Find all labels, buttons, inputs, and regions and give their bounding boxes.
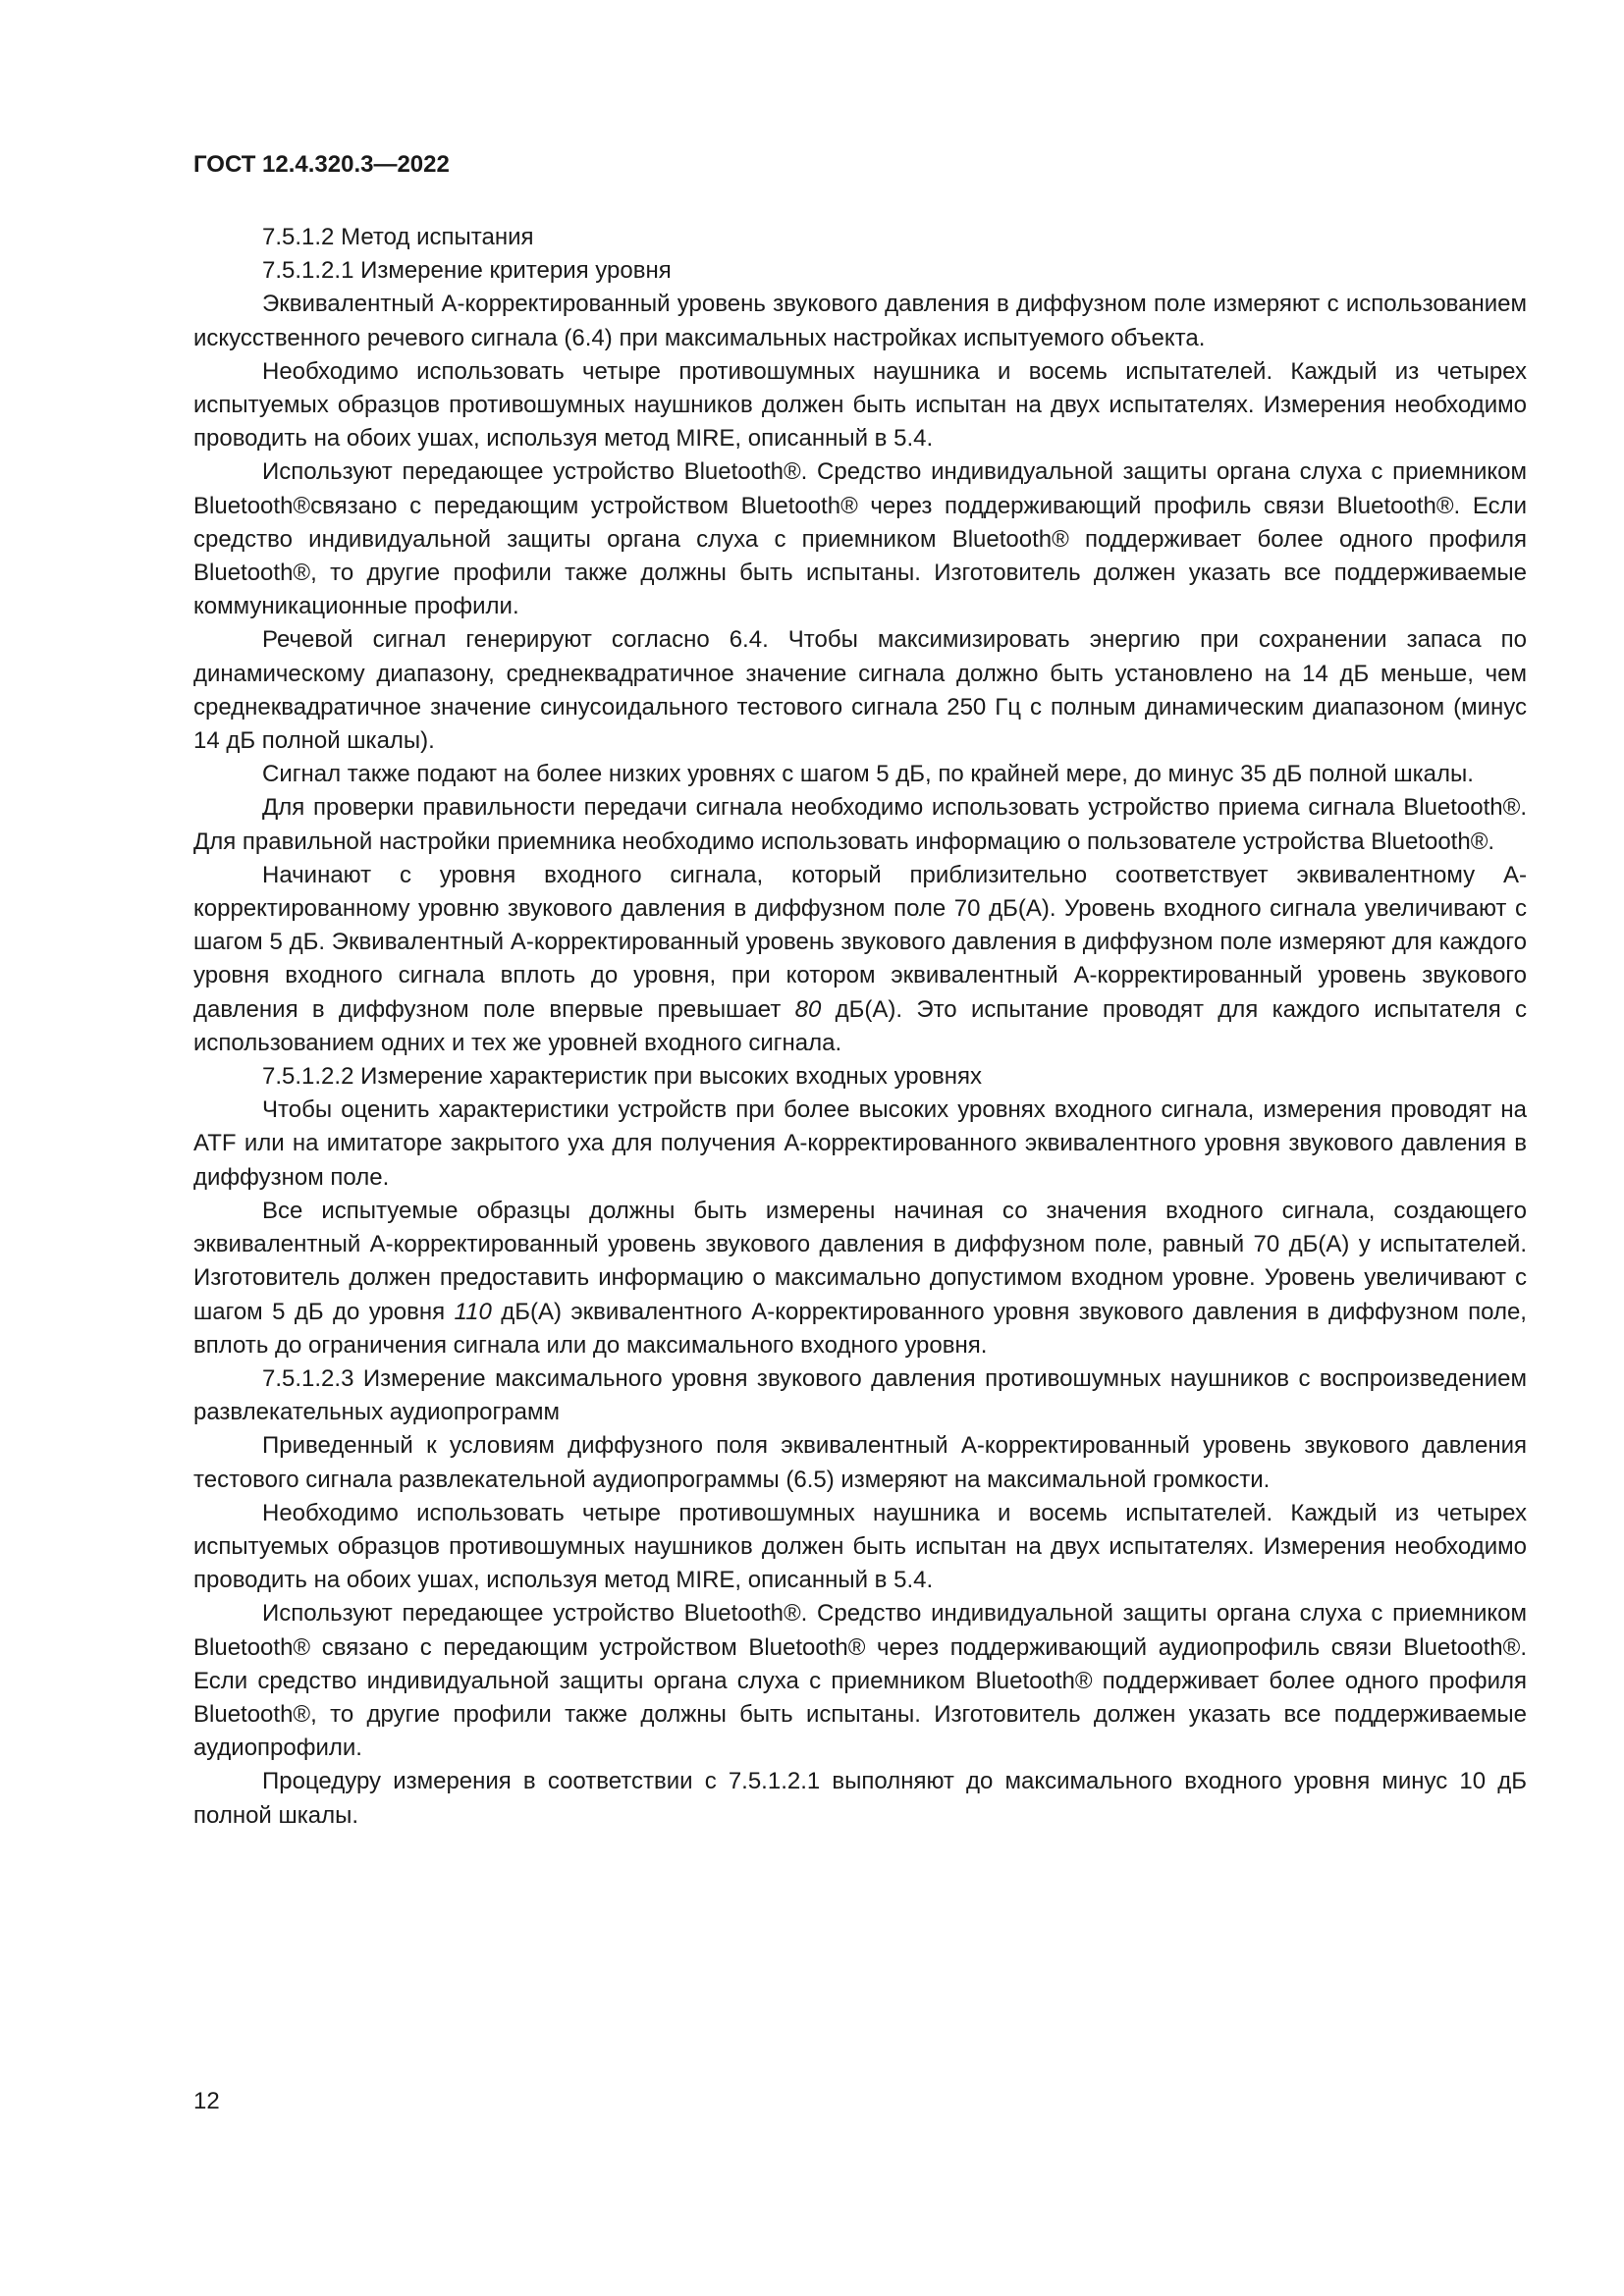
paragraph: Используют передающее устройство Bluetooth®. Средство индивидуальной защиты органа слуха с приемником Bluetooth®связано с передающим устройством Bluetooth® через поддерживающий профиль связи Bluetooth®. Если средство индивидуальной защиты органа слуха с приемником Bluetooth® поддерживает более одного профиля Bluetooth®, то другие профили также должны быть испытаны. Изготовитель должен указать все поддерживаемые коммуникационные профили. — [193, 458, 1527, 620]
paragraph: Речевой сигнал генерируют согласно 6.4. Чтобы максимизировать энергию при сохранении запаса по динамическому диапазону, среднеквадратичное значение сигнала должно быть установлено на 14 дБ меньше, чем среднеквадратичное значение синусоидального тестового сигнала 250 Гц с полным динамическим диапазоном (минус 14 дБ полной шкалы). — [193, 626, 1527, 755]
paragraph — [193, 1195, 1527, 1362]
paragraph-text: дБ(А) эквивалентного А-корректированного уровня звукового давления в диффузном поле, вплоть до ограничения сигнала или до максимального входного уровня. — [193, 1298, 1527, 1359]
paragraph-text: Все испытуемые образцы должны быть измерены начиная со значения входного сигнала, создающего эквивалентный А-корректированный уровень звукового давления в диффузном поле, равный 70 дБ(А) у испытателей. Изготовитель должен предоставить информацию о максимально допустимом входном уровне. Уровень увеличивают с шагом 5 дБ до уровня — [193, 1197, 1527, 1325]
emphasized-value: 80 — [794, 995, 822, 1023]
paragraph: Для проверки правильности передачи сигнала необходимо использовать устройство приема сигнала Bluetooth®. Для правильной настройки приемника необходимо использовать информацию о пользователе устройства Bluetooth®. — [193, 794, 1527, 855]
paragraph: Чтобы оценить характеристики устройств при более высоких уровнях входного сигнала, измерения проводят на ATF или на имитаторе закрытого уха для получения А-корректированного эквивалентного уровня звукового давления в диффузном поле. — [193, 1096, 1527, 1191]
document-body — [193, 221, 1527, 1833]
section-heading: 7.5.1.2 Метод испытания — [262, 224, 534, 250]
paragraph: Процедуру измерения в соответствии с 7.5.1.2.1 выполняют до максимального входного уровня минус 10 дБ полной шкалы. — [193, 1768, 1527, 1829]
paragraph: Сигнал также подают на более низких уровнях с шагом 5 дБ, по крайней мере, до минус 35 дБ полной шкалы. — [262, 761, 1474, 788]
paragraph-text: дБ(А). Это испытание проводят для каждого испытателя с использованием одних и тех же уровней входного сигнала. — [193, 995, 1527, 1056]
paragraph: Используют передающее устройство Bluetooth®. Средство индивидуальной защиты органа слуха с приемником Bluetooth® связано с передающим устройством Bluetooth® через поддерживающий аудиопрофиль связи Bluetooth®. Если средство индивидуальной защиты органа слуха с приемником Bluetooth® поддерживает более одного профиля Bluetooth®, то другие профили также должны быть испытаны. Изготовитель должен указать все поддерживаемые аудиопрофили. — [193, 1600, 1527, 1762]
paragraph — [193, 859, 1527, 1060]
paragraph: Необходимо использовать четыре противошумных наушника и восемь испытателей. Каждый из четырех испытуемых образцов противошумных наушников должен быть испытан на двух испытателях. Измерения необходимо проводить на обоих ушах, используя метод MIRE, описанный в 5.4. — [193, 1499, 1527, 1594]
section-heading: 7.5.1.2.1 Измерение критерия уровня — [262, 257, 672, 285]
document-header: ГОСТ 12.4.320.3—2022 — [193, 151, 450, 178]
paragraph: Приведенный к условиям диффузного поля эквивалентный А-корректированный уровень звукового давления тестового сигнала развлекательной аудиопрограммы (6.5) измеряют на максимальной громкости. — [193, 1432, 1527, 1493]
section-heading: 7.5.1.2.3 Измерение максимального уровня звукового давления противошумных наушников с воспроизведением развлекательных аудиопрограмм — [193, 1364, 1527, 1426]
section-heading: 7.5.1.2.2 Измерение характеристик при высоких входных уровнях — [262, 1063, 982, 1091]
paragraph: Необходимо использовать четыре противошумных наушника и восемь испытателей. Каждый из четырех испытуемых образцов противошумных наушников должен быть испытан на двух испытателях. Измерения необходимо проводить на обоих ушах, используя метод MIRE, описанный в 5.4. — [193, 357, 1527, 453]
page-number: 12 — [193, 2088, 220, 2114]
paragraph: Эквивалентный А-корректированный уровень звукового давления в диффузном поле измеряют с использованием искусственного речевого сигнала (6.4) при максимальных настройках испытуемого объекта. — [193, 291, 1527, 351]
emphasized-value: 110 — [454, 1298, 492, 1325]
paragraph-text: Начинают с уровня входного сигнала, который приблизительно соответствует эквивалентному А-корректированному уровню звукового давления в диффузном поле 70 дБ(А). Уровень входного сигнала увеличивают с шагом 5 дБ. Эквивалентный А-корректированный уровень звукового давления в диффузном поле измеряют для каждого уровня входного сигнала вплоть до уровня, при котором эквивалентный А-корректированный уровень звукового давления в диффузном поле впервые превышает — [193, 861, 1527, 1023]
